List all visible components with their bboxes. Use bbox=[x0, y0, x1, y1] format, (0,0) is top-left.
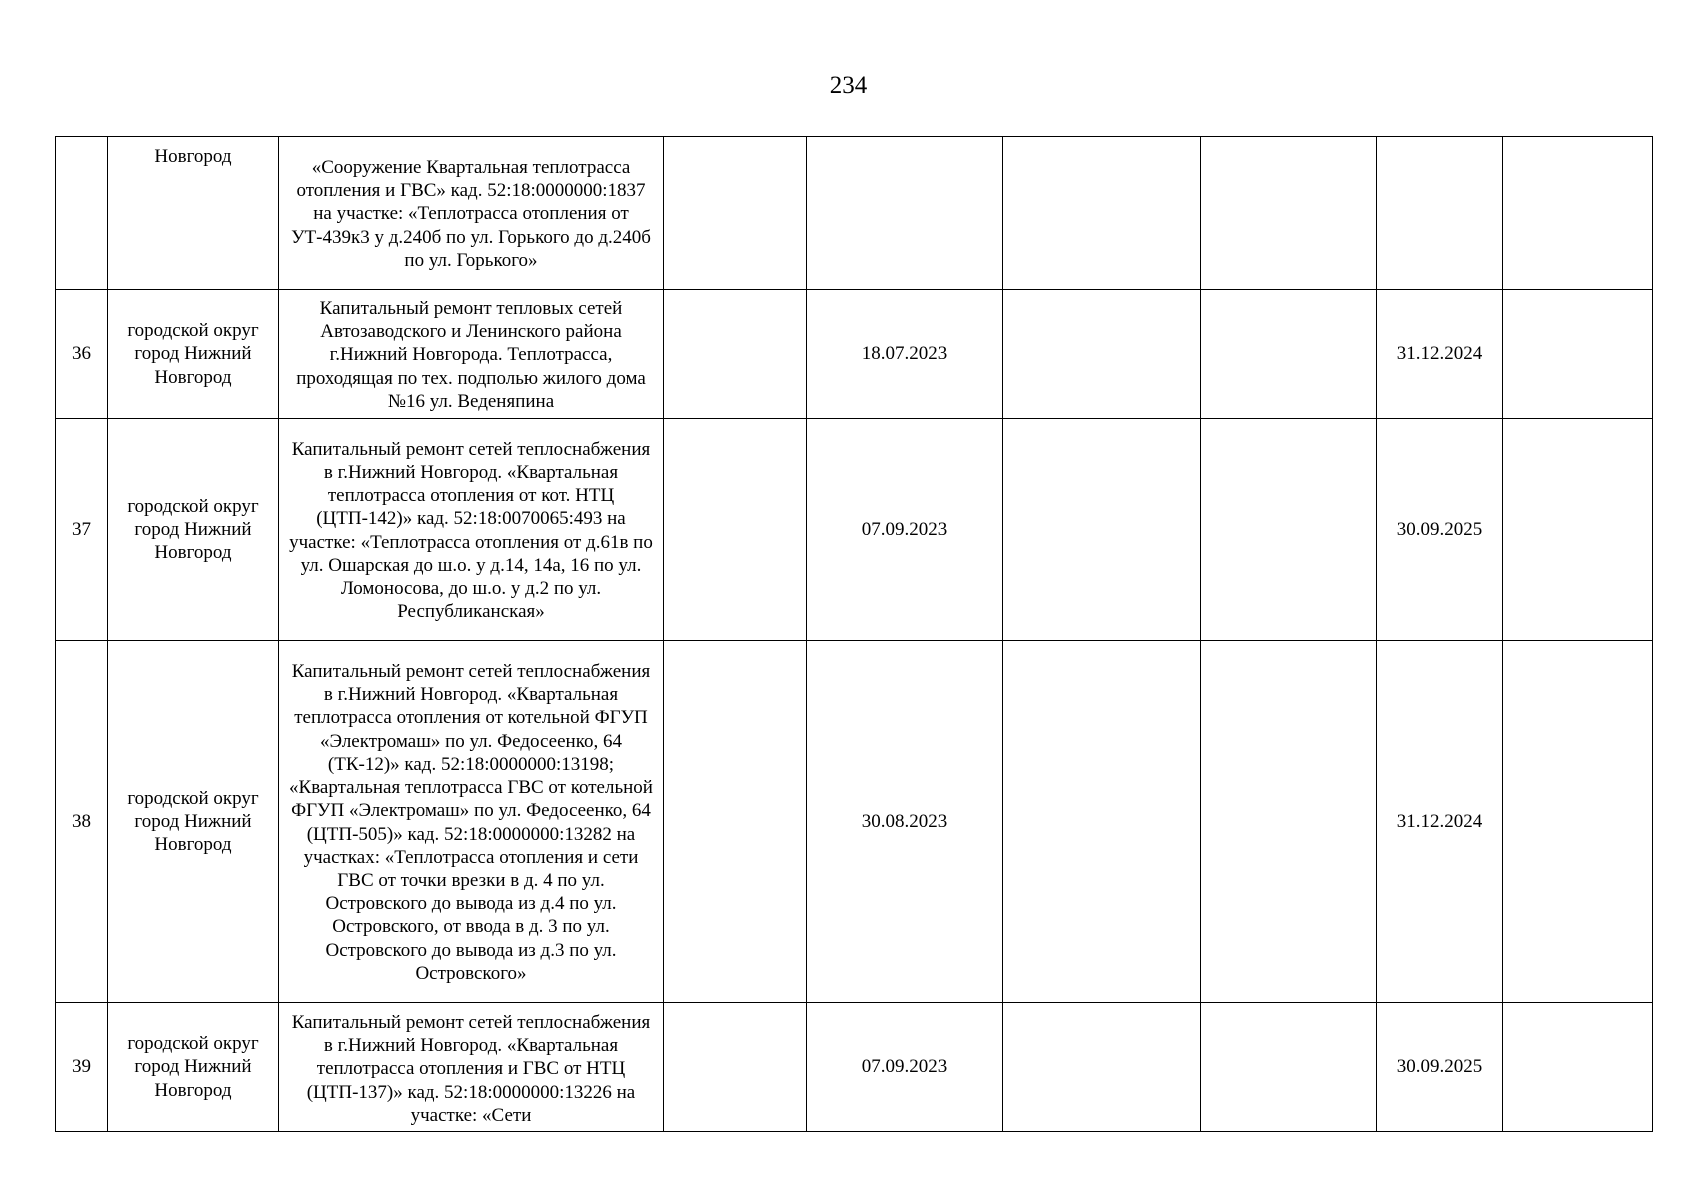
municipality-cell: городской округ город Нижний Новгород bbox=[108, 419, 279, 641]
row-number-cell: 38 bbox=[56, 641, 108, 1003]
empty-cell bbox=[1503, 1003, 1653, 1132]
empty-cell bbox=[1503, 290, 1653, 419]
description-cell: «Сооружение Квартальная теплотрасса отопления и ГВС» кад. 52:18:0000000:1837 на участке: «Теплотрасса отопления от УТ-439к3 у д.240б по ул. Горького до д.240б по ул. Горького» bbox=[279, 137, 664, 290]
empty-cell bbox=[664, 290, 807, 419]
works-table bbox=[55, 136, 1653, 1132]
page-number: 234 bbox=[829, 72, 868, 99]
municipality-cell: Новгород bbox=[108, 137, 279, 290]
empty-cell bbox=[664, 1003, 807, 1132]
empty-cell bbox=[1201, 1003, 1377, 1132]
empty-cell bbox=[1201, 641, 1377, 1003]
empty-cell bbox=[1503, 137, 1653, 290]
end-date-cell bbox=[1377, 137, 1503, 290]
empty-cell bbox=[1003, 290, 1201, 419]
start-date-cell bbox=[807, 137, 1003, 290]
empty-cell bbox=[1003, 1003, 1201, 1132]
table-row bbox=[56, 641, 1653, 1003]
empty-cell bbox=[664, 137, 807, 290]
table-row bbox=[56, 419, 1653, 641]
empty-cell bbox=[664, 419, 807, 641]
table-row bbox=[56, 290, 1653, 419]
start-date-cell: 07.09.2023 bbox=[807, 1003, 1003, 1132]
empty-cell bbox=[1503, 641, 1653, 1003]
start-date-cell: 07.09.2023 bbox=[807, 419, 1003, 641]
row-number-cell: 37 bbox=[56, 419, 108, 641]
empty-cell bbox=[1003, 419, 1201, 641]
empty-cell bbox=[1003, 641, 1201, 1003]
end-date-cell: 31.12.2024 bbox=[1377, 290, 1503, 419]
table-row bbox=[56, 137, 1653, 290]
empty-cell bbox=[1201, 137, 1377, 290]
start-date-cell: 18.07.2023 bbox=[807, 290, 1003, 419]
end-date-cell: 30.09.2025 bbox=[1377, 419, 1503, 641]
end-date-cell: 31.12.2024 bbox=[1377, 641, 1503, 1003]
description-cell: Капитальный ремонт сетей теплоснабжения в г.Нижний Новгород. «Квартальная теплотрасса отопления от кот. НТЦ (ЦТП-142)» кад. 52:18:0070065:493 на участке: «Теплотрасса отопления от д.61в по ул. Ошарская до ш.о. у д.14, 14а, 16 по ул. Ломоносова, до ш.о. у д.2 по ул. Республиканская» bbox=[279, 419, 664, 641]
empty-cell bbox=[1003, 137, 1201, 290]
empty-cell bbox=[1201, 419, 1377, 641]
description-cell: Капитальный ремонт сетей теплоснабжения в г.Нижний Новгород. «Квартальная теплотрасса отопления от котельной ФГУП «Электромаш» по ул. Федосеенко, 64 (ТК-12)» кад. 52:18:0000000:13198; «Квартальная теплотрасса ГВС от котельной ФГУП «Электромаш» по ул. Федосеенко, 64 (ЦТП-505)» кад. 52:18:0000000:13282 на участках: «Теплотрасса отопления и сети ГВС от точки врезки в д. 4 по ул. Островского до вывода из д.4 по ул. Островского, от ввода в д. 3 по ул. Островского до вывода из д.3 по ул. Островского» bbox=[279, 641, 664, 1003]
empty-cell bbox=[1201, 290, 1377, 419]
table-row bbox=[56, 1003, 1653, 1132]
description-cell: Капитальный ремонт сетей теплоснабжения в г.Нижний Новгород. «Квартальная теплотрасса отопления и ГВС от НТЦ (ЦТП-137)» кад. 52:18:0000000:13226 на участке: «Сети bbox=[279, 1003, 664, 1132]
row-number-cell bbox=[56, 137, 108, 290]
end-date-cell: 30.09.2025 bbox=[1377, 1003, 1503, 1132]
municipality-cell: городской округ город Нижний Новгород bbox=[108, 290, 279, 419]
empty-cell bbox=[1503, 419, 1653, 641]
description-cell: Капитальный ремонт тепловых сетей Автозаводского и Ленинского района г.Нижний Новгорода. Теплотрасса, проходящая по тех. подполью жилого дома №16 ул. Веденяпина bbox=[279, 290, 664, 419]
municipality-cell: городской округ город Нижний Новгород bbox=[108, 641, 279, 1003]
empty-cell bbox=[664, 641, 807, 1003]
row-number-cell: 36 bbox=[56, 290, 108, 419]
municipality-cell: городской округ город Нижний Новгород bbox=[108, 1003, 279, 1132]
row-number-cell: 39 bbox=[56, 1003, 108, 1132]
start-date-cell: 30.08.2023 bbox=[807, 641, 1003, 1003]
